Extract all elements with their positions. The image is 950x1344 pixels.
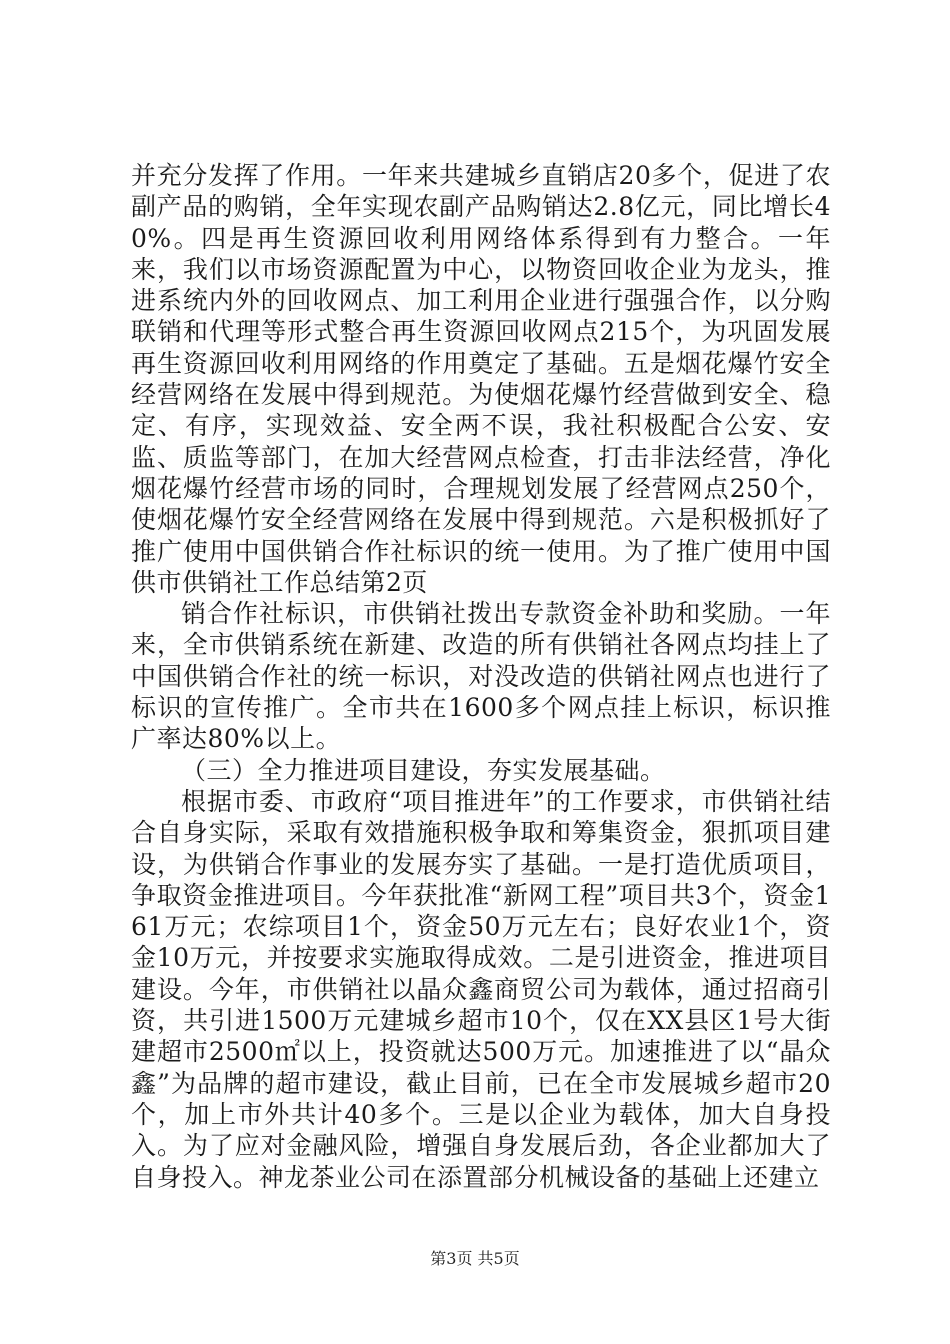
paragraph-network-continuation: 并充分发挥了作用。一年来共建城乡直销店20多个，促进了农副产品的购销，全年实现农副产品购销达2.8亿元，同比增长40%。四是再生资源回收利用网络体系得到有力整合。一年来，我们以市场资源配置为中心，以物资回收企业为龙头，推进系统内外的回收网点、加工利用企业进行强强合作，以分购联销和代理等形式整合再生资源回收网点215个，为巩固发展再生资源回收利用网络的作用奠定了基础。五是烟花爆竹安全经营网络在发展中得到规范。为使烟花爆竹经营做到安全、稳定、有序，实现效益、安全两不误，我社积极配合公安、安监、质监等部门，在加大经营网点检查，打击非法经营，净化烟花爆竹经营市场的同时，合理规划发展了经营网点250个，使烟花爆竹安全经营网络在发展中得到规范。六是积极抓好了推广使用中国供销合作社标识的统一使用。为了推广使用中国供市供销社工作总结第2页	[131, 161, 831, 597]
document-body	[131, 160, 831, 1193]
paragraph-logo-promotion: 销合作社标识，市供销社拨出专款资金补助和奖励。一年来，全市供销系统在新建、改造的所有供销社各网点均挂上了中国供销合作社的统一标识，对没改造的供销社网点也进行了标识的宣传推广。全市共在1600多个网点挂上标识，标识推广率达80%以上。	[131, 599, 831, 754]
page-footer: 第3页 共5页	[430, 1249, 520, 1268]
section-heading-project-construction: （三）全力推进项目建设，夯实发展基础。	[181, 755, 666, 785]
paragraph-project-construction: 根据市委、市政府“项目推进年”的工作要求，市供销社结合自身实际，采取有效措施积极争取和筹集资金，狠抓项目建设，为供销合作事业的发展夯实了基础。一是打造优质项目，争取资金推进项目。今年获批准“新网工程”项目共3个，资金161万元；农综项目1个，资金50万元左右；良好农业1个，资金10万元，并按要求实施取得成效。二是引进资金，推进项目建设。今年，市供销社以晶众鑫商贸公司为载体，通过招商引资，共引进1500万元建城乡超市10个，仅在XX县区1号大街建超市2500㎡以上，投资就达500万元。加速推进了以“晶众鑫”为品牌的超市建设，截止目前，已在全市发展城乡超市20个，加上市外共计40多个。三是以企业为载体，加大自身投入。为了应对金融风险，增强自身发展后劲，各企业都加大了自身投入。神龙茶业公司在添置部分机械设备的基础上还建立	[131, 786, 831, 1192]
